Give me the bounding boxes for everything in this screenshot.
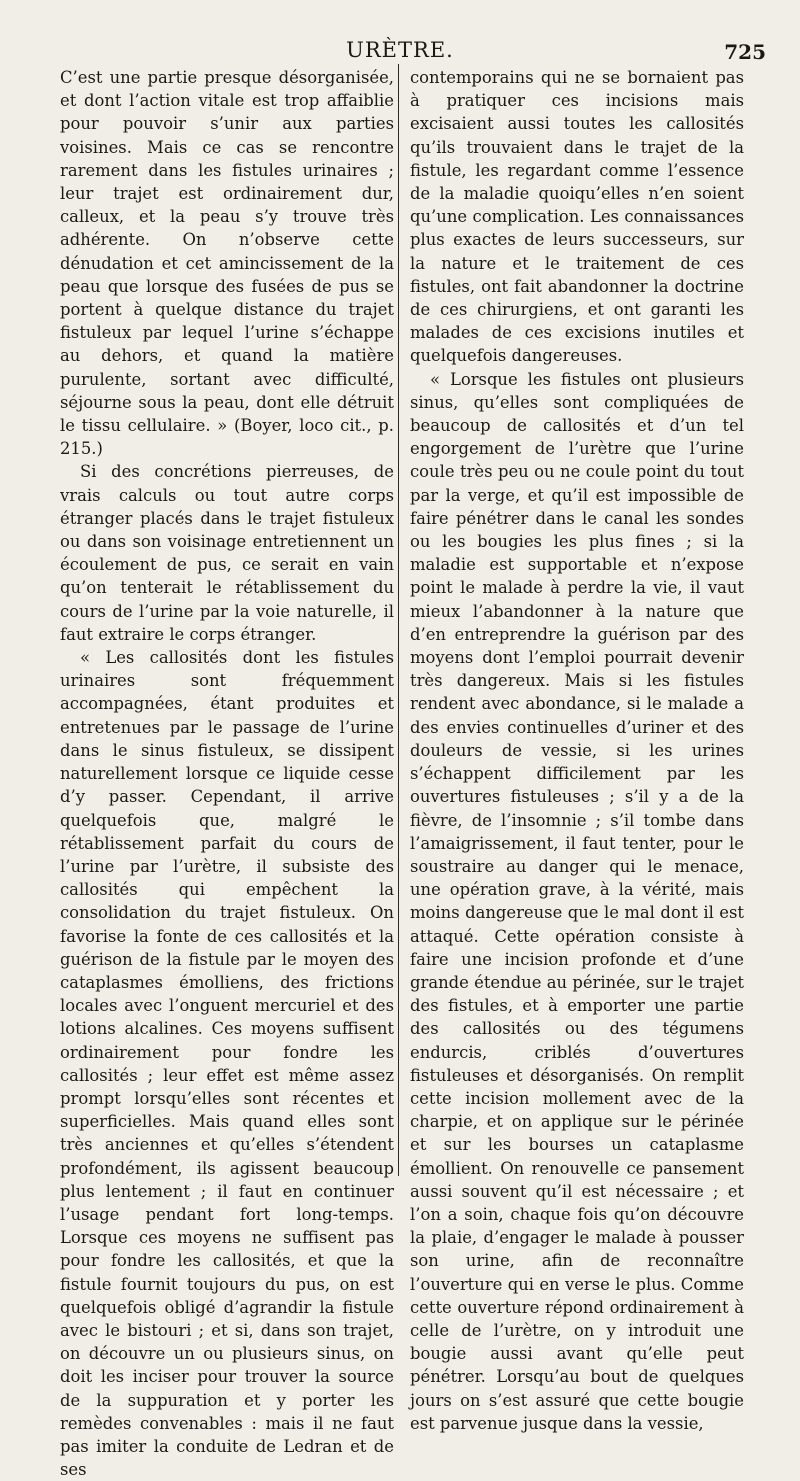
left-paragraph-2: Si des concrétions pierreuses, de vrais calculs ou tout autre corps étranger placés dans le trajet fistuleux ou dans son voisinage entretiennent un écoulement de pus, ce serait en vain qu’on tenterait le rétablissement du cours de l’urine par la voie naturelle, il faut extraire le corps étranger. <box>60 462 394 644</box>
right-column <box>410 66 744 1435</box>
running-title: URÈTRE. <box>346 38 454 62</box>
page-number: 725 <box>724 40 766 64</box>
column-divider <box>398 64 399 1176</box>
right-paragraph-2: « Lorsque les fistules ont plusieurs sinus, qu’elles sont compliquées de beaucoup de callosités et d’un tel engorgement de l’urètre que l’urine coule très peu ou ne coule point du tout par la verge, et qu’il est impossible de faire pénétrer dans le canal les sondes ou les bougies les plus fines ; si la maladie est supportable et n’expose point le malade à perdre la vie, il vaut mieux l’abandonner à la nature que d’en entreprendre la guérison par des moyens dont l’emploi pourrait devenir très dangereux. Mais si les fistules rendent avec abondance, si le malade a des envies continuelles d’uriner et des douleurs de vessie, si les urines s’échappent difficilement par les ouvertures fistuleuses ; s’il y a de la fièvre, de l’insomnie ; s’il tombe dans l’amaigrissement, il faut tenter, pour le soustraire au danger qui le menace, une opération grave, à la vérité, mais moins dangereuse que le mal dont il est attaqué. Cette opération consiste à faire une incision profonde et d’une grande étendue au périnée, sur le trajet des fistules, et à emporter une partie des callosités ou des tégumens endurcis, criblés d’ouvertures fistuleuses et désorganisés. On remplit cette incision mollement avec de la charpie, et on applique sur le périnée et sur les bourses un cataplasme émollient. On renouvelle ce pansement aussi souvent qu’il est nécessaire ; et l’on a soin, chaque fois qu’on découvre la plaie, d’engager le malade à pousser son urine, afin de reconnaître l’ouverture qui en verse le plus. Comme cette ouverture répond ordinairement à celle de l’urètre, on y introduit une bougie aussi avant qu’elle peut pénétrer. Lorsqu’au bout de quelques jours on s’est assuré que cette bougie est parvenue jusque dans la vessie, <box>410 369 744 1433</box>
right-paragraph-1: contemporains qui ne se bornaient pas à pratiquer ces incisions mais excisaient aussi toutes les callosités qu’ils trouvaient dans le trajet de la fistule, les regardant comme l’essence de la maladie quoiqu’elles n’en soient qu’une complication. Les connaissances plus exactes de leurs successeurs, sur la nature et le traitement de ces fistules, ont fait abandonner la doctrine de ces chirurgiens, et ont garanti les malades de ces excisions inutiles et quelquefois dangereuses. <box>410 68 744 366</box>
left-paragraph-1: C’est une partie presque désorganisée, et dont l’action vitale est trop affaiblie pour pouvoir s’unir aux parties voisines. Mais ce cas se rencontre rarement dans les fistules urinaires ; leur trajet est ordinairement dur, calleux, et la peau s’y trouve très adhérente. On n’observe cette dénudation et cet amincissement de la peau que lorsque des fusées de pus se portent à quelque distance du trajet fistuleux par lequel l’urine s’échappe au dehors, et quand la matière purulente, sortant avec difficulté, séjourne sous la peau, dont elle détruit le tissu cellulaire. » (Boyer, loco cit., p. 215.) <box>60 68 394 459</box>
left-paragraph-3: « Les callosités dont les fistules urinaires sont fréquemment accompagnées, étant produites et entretenues par le passage de l’urine dans le sinus fistuleux, se dissipent naturellement lorsque ce liquide cesse d’y passer. Cependant, il arrive quelquefois que, malgré le rétablissement parfait du cours de l’urine par l’urètre, il subsiste des callosités qui empêchent la consolidation du trajet fistuleux. On favorise la fonte de ces callosités et la guérison de la fistule par le moyen des cataplasmes émolliens, des frictions locales avec l’onguent mercuriel et des lotions alcalines. Ces moyens suffisent ordinairement pour fondre les callosités ; leur effet est même assez prompt lorsqu’elles sont récentes et superficielles. Mais quand elles sont très anciennes et qu’elles s’étendent profondément, ils agissent beaucoup plus lentement ; il faut en continuer l’usage pendant fort long-temps. Lorsque ces moyens ne suffisent pas pour fondre les callosités, et que la fistule fournit toujours du pus, on est quelquefois obligé d’agrandir la fistule avec le bistouri ; et si, dans son trajet, on découvre un ou plusieurs sinus, on doit les inciser pour trouver la source de la suppuration et y porter les remèdes convenables : mais il ne faut pas imiter la conduite de Ledran et de ses <box>60 648 394 1480</box>
left-column <box>60 66 394 1481</box>
